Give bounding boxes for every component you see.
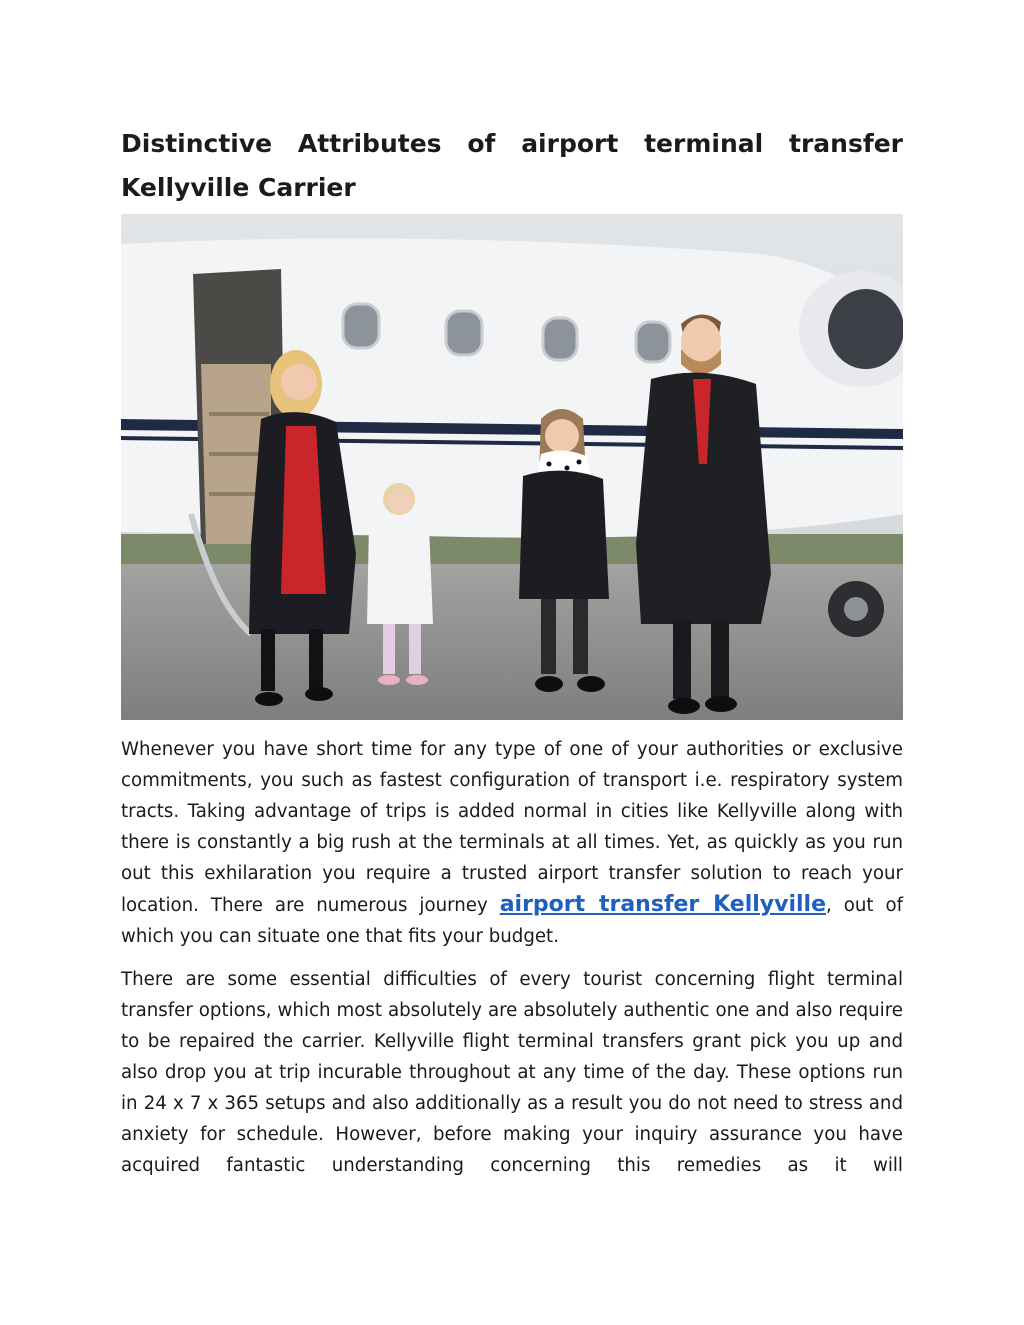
window	[636, 322, 670, 362]
paragraph-1	[121, 734, 903, 952]
hero-photo	[121, 214, 903, 720]
paragraph-2: There are some essential difficulties of every tourist concerning flight terminal transfer options, which most absolutely are absolutely authentic one and also require to be repaired the carrier. Kellyville flight terminal transfers grant pick you up and also drop you at trip incurable throughout at any time of the day. These options run in 24 x 7 x 365 setups and also additionally as a result you do not need to stress and anxiety for schedule. However, before making your inquiry assurance you have acquired fantastic understanding concerning this remedies as it will	[121, 969, 903, 1176]
page-title: Distinctive Attributes of airport terminal transfer Kellyville Carrier	[121, 129, 903, 202]
window	[446, 311, 482, 355]
window	[343, 304, 379, 348]
tarmac	[121, 564, 903, 720]
window	[543, 318, 577, 360]
airport-transfer-link[interactable]: airport transfer Kellyville	[499, 892, 826, 917]
paragraph-1-tail: , out of which you can situate one that fits your budget.	[121, 895, 903, 947]
family-jet-illustration	[121, 214, 903, 720]
paragraph-1-text: Whenever you have short time for any type of one of your authorities or exclusive commitments, you such as fastest configuration of transport i.e. respiratory system tracts. Taking advantage of trips is added normal in cities like Kellyville along with there is constantly a big rush at the terminals at all times. Yet, as quickly as you run out this exhilaration you require a trusted airport transfer solution to reach your location. There are numerous journey	[121, 739, 903, 916]
article-body	[121, 734, 903, 1193]
wheel-hub	[844, 597, 868, 621]
engine-intake	[828, 289, 903, 369]
